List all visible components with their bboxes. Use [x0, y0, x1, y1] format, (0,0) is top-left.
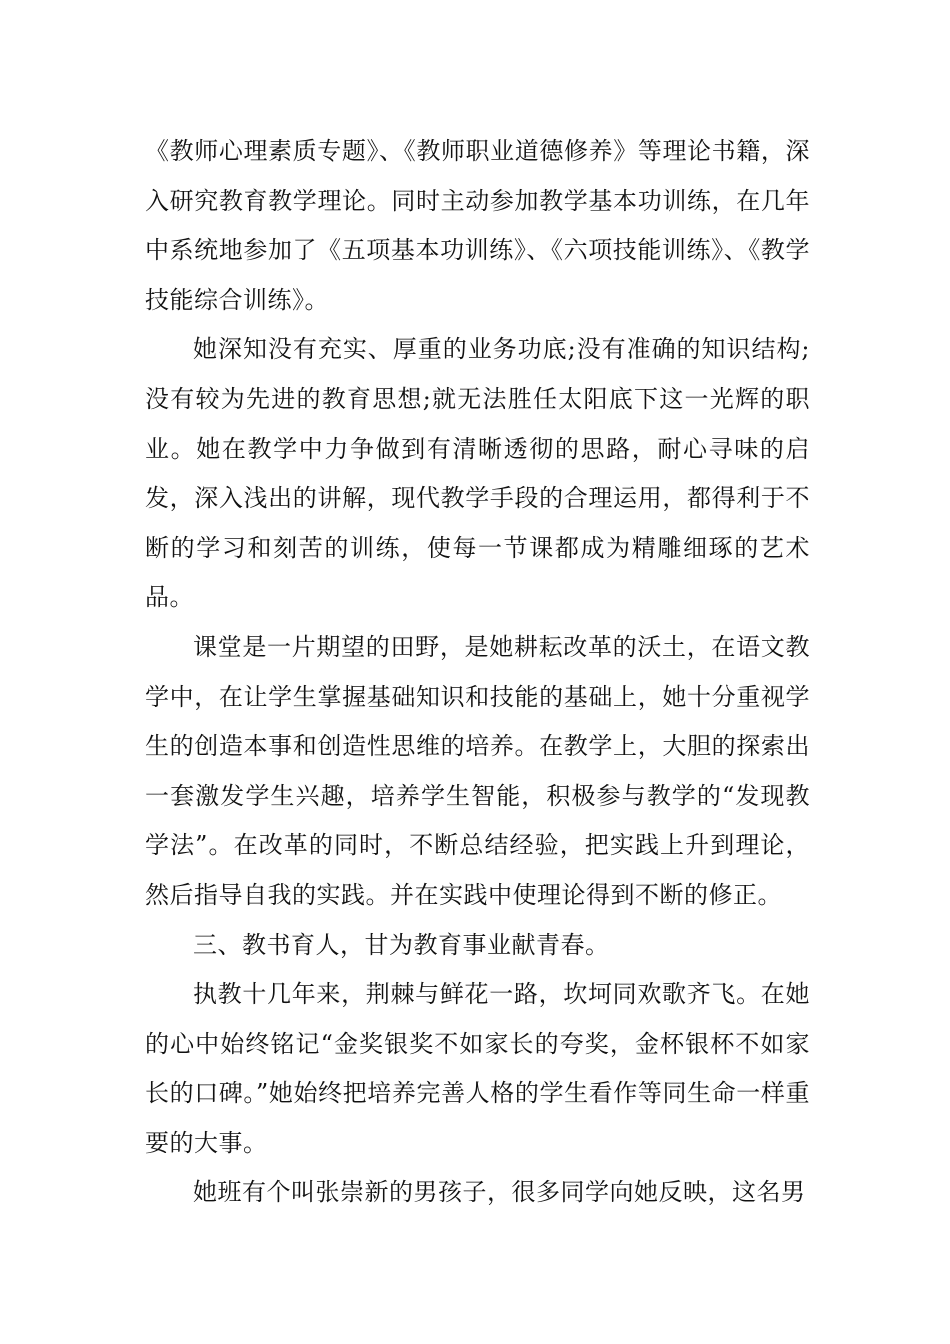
paragraph-continuation: 《教师心理素质专题》、《教师职业道德修养》等理论书籍，深入研究教育教学理论。同时主动参加教学基本功训练，在几年中系统地参加了《五项基本功训练》、《六项技能训练》、《教学技能综合训练》。	[145, 137, 810, 314]
paragraph-teaching-years: 执教十几年来，荆棘与鲜花一路，坎坷同欢歌齐飞。在她的心中始终铭记“金奖银奖不如家长的夸奖，金杯银杯不如家长的口碑。”她始终把培养完善人格的学生看作等同生命一样重要的大事。	[145, 980, 810, 1157]
document-body	[145, 127, 810, 1218]
paragraph-classroom-reform: 课堂是一片期望的田野，是她耕耘改革的沃土，在语文教学中，在让学生掌握基础知识和技能的基础上，她十分重视学生的创造本事和创造性思维的培养。在教学上，大胆的探索出一套激发学生兴趣，培养学生智能，积极参与教学的“发现教学法”。在改革的同时，不断总结经验，把实践上升到理论，然后指导自我的实践。并在实践中使理论得到不断的修正。	[145, 632, 810, 909]
paragraph-student-story: 她班有个叫张崇新的男孩子，很多同学向她反映，这名男	[193, 1178, 806, 1207]
section-heading-three: 三、教书育人，甘为教育事业献青春。	[193, 930, 610, 959]
paragraph-professional-foundation: 她深知没有充实、厚重的业务功底;没有准确的知识结构;没有较为先进的教育思想;就无法胜任太阳底下这一光辉的职业。她在教学中力争做到有清晰透彻的思路，耐心寻味的启发，深入浅出的讲解，现代教学手段的合理运用，都得利于不断的学习和刻苦的训练，使每一节课都成为精雕细琢的艺术品。	[145, 335, 810, 612]
